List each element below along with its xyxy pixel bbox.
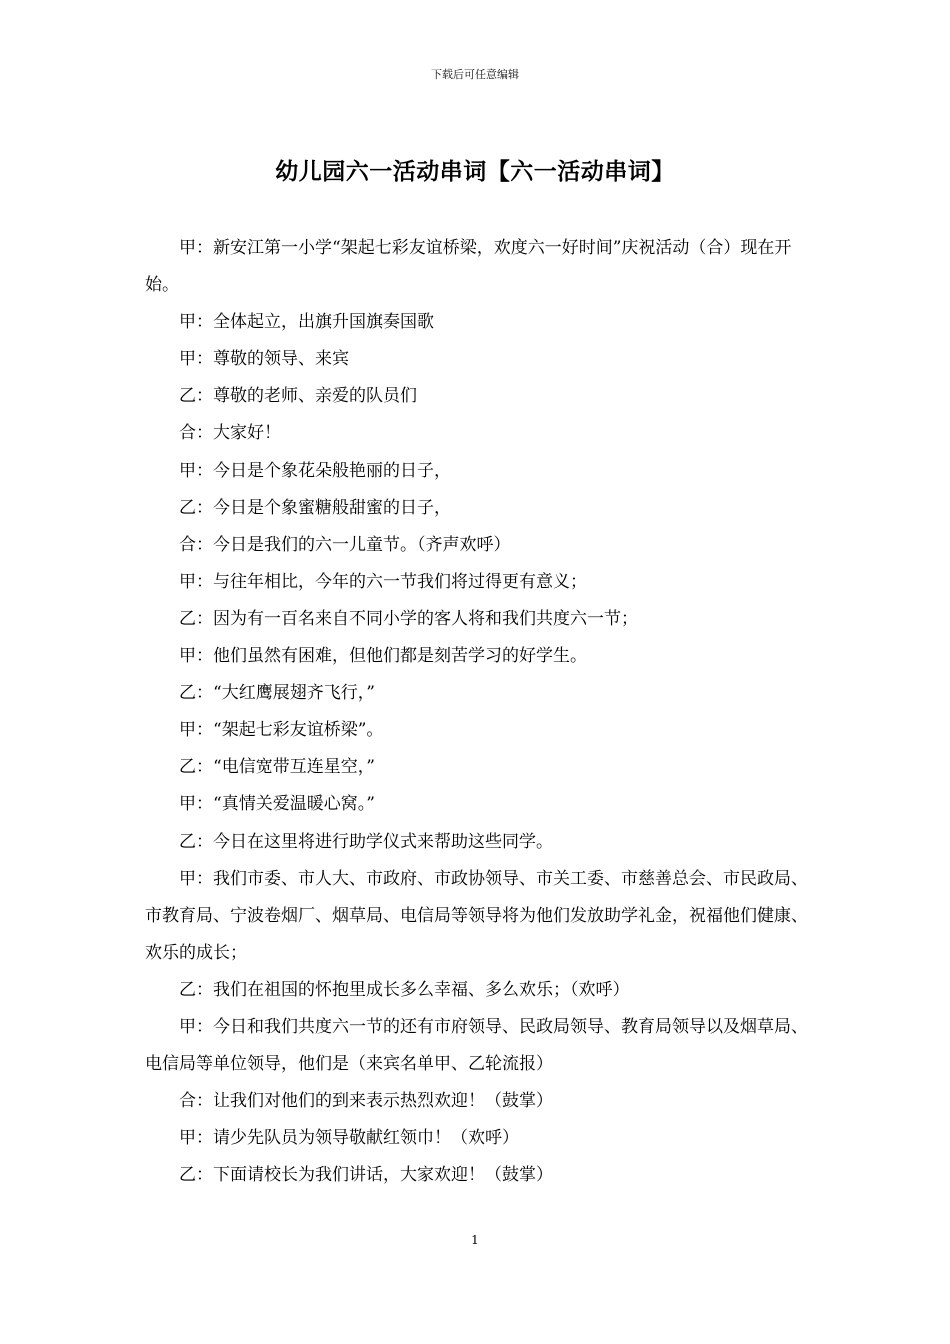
script-line: 乙：我们在祖国的怀抱里成长多么幸福、多么欢乐；（欢呼） xyxy=(179,979,630,1000)
script-line: 甲：新安江第一小学“架起七彩友谊桥梁，欢度六一好时间”庆祝活动（合）现在开始。 xyxy=(145,238,792,296)
script-line: 合：大家好！ xyxy=(179,423,281,444)
page-header-note: 下载后可任意编辑 xyxy=(431,68,519,81)
script-line: 甲：他们虽然有困难，但他们都是刻苦学习的好学生。 xyxy=(179,646,587,667)
script-line: 甲：我们市委、市人大、市政府、市政协领导、市关工委、市慈善总会、市民政局、市教育局、宁波卷烟厂、烟草局、电信局等领导将为他们发放助学礼金，祝福他们健康、欢乐的成长； xyxy=(145,868,808,963)
script-line: 合：今日是我们的六一儿童节。（齐声欢呼） xyxy=(179,534,511,555)
script-line: 甲：尊敬的领导、来宾 xyxy=(179,349,349,370)
script-line: 甲：请少先队员为领导敬献红领巾！（欢呼） xyxy=(179,1128,519,1149)
script-line: 乙：下面请校长为我们讲话，大家欢迎！（鼓掌） xyxy=(179,1165,553,1186)
document-title: 幼儿园六一活动串词【六一活动串词】 xyxy=(275,159,675,185)
script-line: 甲：全体起立，出旗升国旗奏国歌 xyxy=(179,312,434,333)
page-number: 1 xyxy=(471,1233,479,1247)
script-line: 甲：今日是个象花朵般艳丽的日子， xyxy=(179,460,451,481)
script-line: 甲：“真情关爱温暖心窝。” xyxy=(179,794,375,815)
script-line: 乙：因为有一百名来自不同小学的客人将和我们共度六一节； xyxy=(179,608,638,629)
script-line: 乙：“电信宽带互连星空，” xyxy=(179,757,375,778)
script-line: 乙：今日是个象蜜糖般甜蜜的日子， xyxy=(179,497,451,518)
script-line: 甲：“架起七彩友谊桥梁”。 xyxy=(179,720,384,741)
script-line: 合：让我们对他们的到来表示热烈欢迎！（鼓掌） xyxy=(179,1091,553,1112)
script-line: 甲：与往年相比，今年的六一节我们将过得更有意义； xyxy=(179,571,587,592)
script-line: 乙：“大红鹰展翅齐飞行，” xyxy=(179,683,375,704)
script-line: 乙：今日在这里将进行助学仪式来帮助这些同学。 xyxy=(179,831,553,852)
script-line: 甲：今日和我们共度六一节的还有市府领导、民政局领导、教育局领导以及烟草局、电信局等单位领导，他们是（来宾名单甲、乙轮流报） xyxy=(145,1016,808,1075)
script-line: 乙：尊敬的老师、亲爱的队员们 xyxy=(179,386,417,407)
document-body xyxy=(145,230,810,1194)
